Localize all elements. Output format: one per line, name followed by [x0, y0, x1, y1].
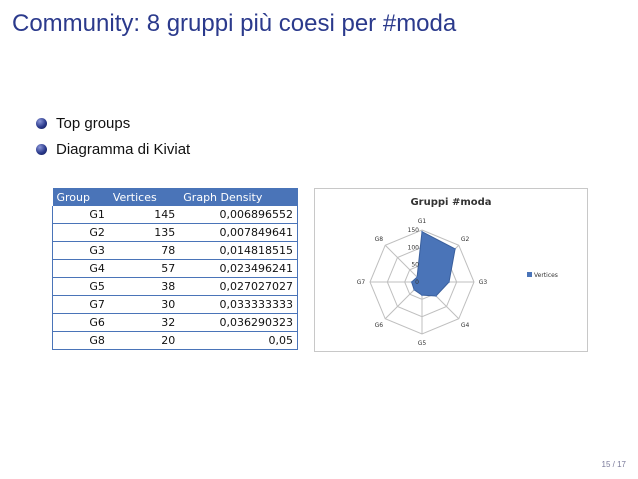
series-point	[421, 294, 423, 296]
slide-title: Community: 8 gruppi più coesi per #moda	[12, 10, 457, 37]
cell-group: G4	[53, 260, 109, 278]
groups-table	[52, 188, 298, 350]
axis-label: G4	[460, 322, 470, 330]
cell-density: 0,023496241	[179, 260, 297, 278]
bullet-text: Diagramma di Kiviat	[56, 141, 191, 158]
header-vertices: Vertices	[109, 188, 179, 206]
cell-group: G5	[53, 278, 109, 296]
bullet-text: Top groups	[56, 115, 131, 132]
axis-label: G6	[374, 322, 384, 330]
cell-density: 0,036290323	[179, 314, 297, 332]
series-point	[448, 281, 450, 283]
radar-chart-svg	[315, 189, 587, 351]
tick-label: 150	[407, 227, 419, 234]
table-row	[53, 260, 298, 278]
bullet-ball-icon	[36, 144, 47, 155]
series-point	[454, 248, 456, 250]
table-row	[53, 296, 298, 314]
table-row	[53, 224, 298, 242]
cell-group: G2	[53, 224, 109, 242]
bullet-item	[36, 138, 190, 161]
page-number: 15 / 17	[601, 460, 626, 469]
header-group: Group	[53, 188, 109, 206]
axis-label: G2	[460, 235, 470, 243]
series-point	[421, 231, 423, 233]
axis-label: G5	[417, 340, 427, 347]
tick-label: 100	[407, 244, 419, 252]
bullet-list	[36, 112, 190, 164]
cell-group: G1	[53, 206, 109, 224]
kiviat-chart	[314, 188, 588, 352]
cell-vertices: 20	[109, 332, 179, 350]
cell-vertices: 32	[109, 314, 179, 332]
legend-swatch	[527, 272, 532, 277]
cell-group: G3	[53, 242, 109, 260]
bullet-item	[36, 112, 190, 135]
table-header-row	[53, 188, 298, 206]
cell-density: 0,014818515	[179, 242, 297, 260]
series-point	[413, 289, 415, 291]
table-row	[53, 278, 298, 296]
bullet-ball-icon	[36, 118, 47, 129]
cell-density: 0,007849641	[179, 224, 297, 242]
legend-label: Vertices	[534, 272, 558, 279]
axis-label: G3	[478, 279, 488, 286]
header-graph-density: Graph Density	[179, 188, 297, 206]
tick-label: 0	[415, 279, 419, 286]
cell-group: G6	[53, 314, 109, 332]
series-point	[416, 276, 418, 278]
cell-vertices: 145	[109, 206, 179, 224]
chart-title: Gruppi #moda	[410, 197, 492, 208]
table-row	[53, 332, 298, 350]
cell-group: G7	[53, 296, 109, 314]
axis-label: G8	[374, 235, 384, 243]
cell-density: 0,05	[179, 332, 297, 350]
cell-vertices: 30	[109, 296, 179, 314]
cell-vertices: 38	[109, 278, 179, 296]
cell-vertices: 57	[109, 260, 179, 278]
axis-label: G1	[417, 218, 427, 225]
axis-label: G7	[356, 279, 366, 286]
table-row	[53, 314, 298, 332]
series-point	[411, 281, 413, 283]
cell-vertices: 78	[109, 242, 179, 260]
cell-density: 0,027027027	[179, 278, 297, 296]
cell-vertices: 135	[109, 224, 179, 242]
tick-label: 50	[411, 261, 419, 269]
cell-density: 0,033333333	[179, 296, 297, 314]
cell-group: G8	[53, 332, 109, 350]
cell-density: 0,006896552	[179, 206, 297, 224]
table-row	[53, 242, 298, 260]
series-point	[435, 295, 437, 297]
table-row	[53, 206, 298, 224]
